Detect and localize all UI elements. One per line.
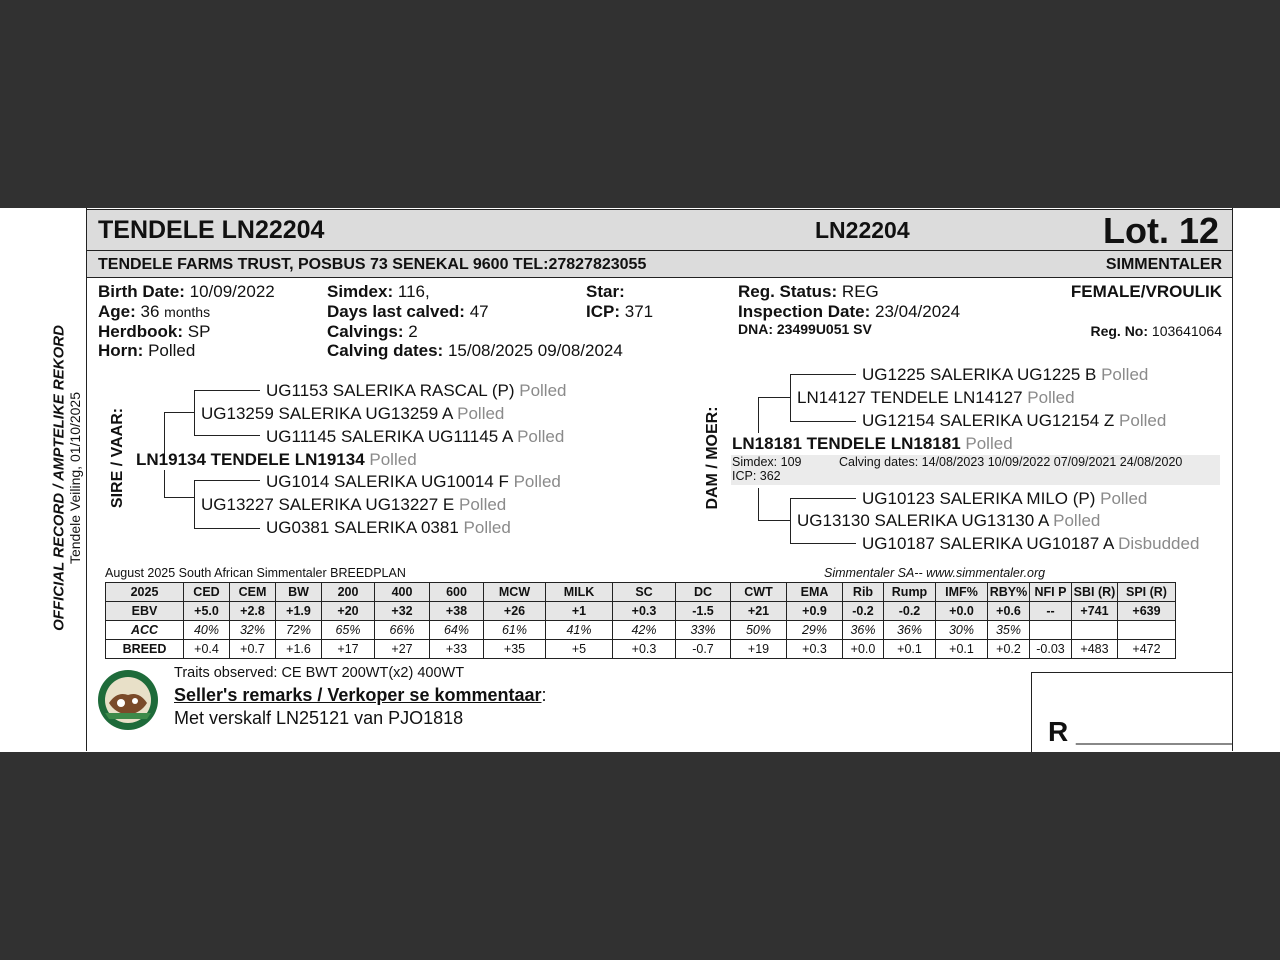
breed-average-row-cell: +1.6 <box>276 640 322 659</box>
ebv-row-cell: -- <box>1030 602 1072 621</box>
sire-sire: UG13259 SALERIKA UG13259 A Polled <box>201 404 505 423</box>
ebv-header-row-cell: RBY% <box>988 583 1030 602</box>
acc-row-cell: ACC <box>106 621 184 640</box>
breed-average-row-cell: +0.4 <box>184 640 230 659</box>
acc-row-cell: 33% <box>676 621 731 640</box>
ebv-header-row-cell: CEM <box>230 583 276 602</box>
sire-label: SIRE / VAAR: <box>109 407 126 509</box>
acc-row <box>106 621 1176 640</box>
sdd-line <box>194 528 260 529</box>
sire-dam: UG13227 SALERIKA UG13227 E Polled <box>201 495 507 514</box>
ebv-row-cell: +1 <box>546 602 613 621</box>
ebv-header-row-cell: MCW <box>484 583 546 602</box>
breed-average-row-cell: -0.7 <box>676 640 731 659</box>
breed-average-row-cell: +19 <box>731 640 787 659</box>
breed-average-row-cell: +483 <box>1072 640 1118 659</box>
ebv-row <box>106 602 1176 621</box>
ebv-row-cell: +1.9 <box>276 602 322 621</box>
ss-bracket <box>194 390 195 435</box>
acc-row-cell: 64% <box>430 621 484 640</box>
acc-row-cell: 29% <box>787 621 843 640</box>
calving-dates: Calving dates: 15/08/2025 09/08/2024 <box>327 341 623 360</box>
ebv-row-cell: +38 <box>430 602 484 621</box>
ebv-header-row-cell: IMF% <box>936 583 988 602</box>
dam-dam-sire: UG10123 SALERIKA MILO (P) Polled <box>862 489 1148 508</box>
sds-line <box>194 480 260 481</box>
ebv-row-cell: +0.9 <box>787 602 843 621</box>
acc-row-cell <box>1072 621 1118 640</box>
breed-average-row-cell: +0.0 <box>843 640 884 659</box>
dam-sire-sire: UG1225 SALERIKA UG1225 B Polled <box>862 365 1149 384</box>
breedplan-title: August 2025 South African Simmentaler BREEDPLAN <box>105 566 406 580</box>
acc-row-cell: 61% <box>484 621 546 640</box>
ebv-header-row-cell: MILK <box>546 583 613 602</box>
ebv-row-cell: +639 <box>1118 602 1176 621</box>
sire-bracket-lower <box>164 470 165 497</box>
sire-line-down <box>164 497 194 498</box>
star-label: Star: <box>586 282 625 301</box>
ebv-header-row-cell: NFI P <box>1030 583 1072 602</box>
icp: ICP: 371 <box>586 302 654 321</box>
ebv-row-cell: -0.2 <box>843 602 884 621</box>
sire-sire-sire: UG1153 SALERIKA RASCAL (P) Polled <box>266 381 567 400</box>
acc-row-cell: 30% <box>936 621 988 640</box>
dd-bracket <box>790 498 791 543</box>
sire-sire-dam: UG11145 SALERIKA UG11145 A Polled <box>266 427 565 446</box>
ebv-row-cell: +20 <box>322 602 375 621</box>
breed-average-row-cell: +35 <box>484 640 546 659</box>
ebv-header-row-cell: SBI (R) <box>1072 583 1118 602</box>
acc-row-cell: 72% <box>276 621 322 640</box>
acc-row-cell: 50% <box>731 621 787 640</box>
breed-average-row-cell: +5 <box>546 640 613 659</box>
simmentaler-logo <box>97 669 159 731</box>
animal-id: LN22204 <box>815 217 910 243</box>
acc-row-cell: 32% <box>230 621 276 640</box>
price-box-top <box>1031 672 1233 673</box>
dam-dam: UG13130 SALERIKA UG13130 A Polled <box>797 511 1101 530</box>
ebv-row-cell: +0.3 <box>613 602 676 621</box>
horn-status: Horn: Polled <box>98 341 196 360</box>
sire-dam-sire: UG1014 SALERIKA UG10014 F Polled <box>266 472 561 491</box>
dam-icp: ICP: 362 <box>732 469 781 483</box>
remarks-text: Met verskalf LN25121 van PJO1818 <box>174 708 464 728</box>
breed-average-row-cell: +17 <box>322 640 375 659</box>
simdex: Simdex: 116, <box>327 282 430 301</box>
breed-average-row-cell: +27 <box>375 640 430 659</box>
dsd-line <box>790 421 856 422</box>
acc-row-cell: 42% <box>613 621 676 640</box>
herdbook: Herdbook: SP <box>98 322 211 341</box>
dss-line <box>790 374 856 375</box>
ebv-header-row-cell: EMA <box>787 583 843 602</box>
price-box-left <box>1031 672 1032 752</box>
acc-row-cell: 36% <box>884 621 936 640</box>
ebv-row-cell: +0.0 <box>936 602 988 621</box>
ebv-header-row-cell: Rump <box>884 583 936 602</box>
breedplan-site: Simmentaler SA-- www.simmentaler.org <box>824 566 1046 580</box>
traits-observed: Traits observed: CE BWT 200WT(x2) 400WT <box>174 665 465 681</box>
dam-line-down <box>758 520 790 521</box>
acc-row-cell: 35% <box>988 621 1030 640</box>
acc-row-cell: 65% <box>322 621 375 640</box>
ebv-row-cell: EBV <box>106 602 184 621</box>
breed-average-row-cell: +0.1 <box>884 640 936 659</box>
ebv-header-row-cell: 400 <box>375 583 430 602</box>
owner-info: TENDELE FARMS TRUST, POSBUS 73 SENEKAL 9600 TEL:27827823055 <box>98 256 647 273</box>
days-last-calved: Days last calved: 47 <box>327 302 489 321</box>
breed-average-row-cell: +33 <box>430 640 484 659</box>
sire-dam-dam: UG0381 SALERIKA 0381 Polled <box>266 518 511 537</box>
ebv-row-cell: +741 <box>1072 602 1118 621</box>
ebv-row-cell: +5.0 <box>184 602 230 621</box>
acc-row-cell: 41% <box>546 621 613 640</box>
ebv-header-row-cell: SC <box>613 583 676 602</box>
breed-average-row <box>106 640 1176 659</box>
ebv-header-row-cell: SPI (R) <box>1118 583 1176 602</box>
ebv-row-cell: +2.8 <box>230 602 276 621</box>
breed-average-row-cell: +0.3 <box>613 640 676 659</box>
reg-number: Reg. No: 103641064 <box>1090 323 1222 339</box>
lot-number: Lot. 12 <box>1103 210 1220 251</box>
dam-bracket <box>758 397 759 433</box>
official-record-label: OFFICIAL RECORD / AMPTELIKE REKORD <box>50 325 68 631</box>
reg-status: Reg. Status: REG <box>738 282 879 301</box>
remarks-heading: Seller's remarks / Verkoper se kommentaar: <box>174 685 547 705</box>
dam-bracket-lower <box>758 488 759 520</box>
acc-row-cell: 40% <box>184 621 230 640</box>
acc-row-cell: 66% <box>375 621 430 640</box>
sire-line-up <box>164 412 194 413</box>
breed-average-row-cell: +472 <box>1118 640 1176 659</box>
dam-sire: LN14127 TENDELE LN14127 Polled <box>797 388 1075 407</box>
ebv-header-row-cell: Rib <box>843 583 884 602</box>
animal-name: TENDELE LN22204 <box>98 216 325 244</box>
sale-info: Tendele Veiling, 01/10/2025 <box>67 391 83 565</box>
inspection-date: Inspection Date: 23/04/2024 <box>738 302 961 321</box>
breed-average-row-cell: +0.3 <box>787 640 843 659</box>
ddd-line <box>790 543 856 544</box>
breed-average-row-cell: +0.7 <box>230 640 276 659</box>
breed-average-row-cell: -0.03 <box>1030 640 1072 659</box>
age: Age: 36 months <box>98 302 211 321</box>
dam-dam-dam: UG10187 SALERIKA UG10187 A Disbudded <box>862 534 1200 553</box>
dam: LN18181 TENDELE LN18181 Polled <box>732 434 1013 453</box>
dds-line <box>790 498 856 499</box>
dam-calving-dates: Calving dates: 14/08/2023 10/09/2022 07/09/2021 24/08/2020 <box>839 455 1183 469</box>
sss-line <box>194 390 260 391</box>
acc-row-cell <box>1118 621 1176 640</box>
ebv-row-cell: -1.5 <box>676 602 731 621</box>
dam-simdex: Simdex: 109 <box>732 455 802 469</box>
breed-average-row-cell: BREED <box>106 640 184 659</box>
dna-code: DNA: 23499U051 SV <box>738 321 872 337</box>
dam-label: DAM / MOER: <box>704 406 721 510</box>
ebv-header-row-cell: 600 <box>430 583 484 602</box>
acc-row-cell <box>1030 621 1072 640</box>
ds-bracket <box>790 374 791 421</box>
ebv-header-row-cell: CED <box>184 583 230 602</box>
sire: LN19134 TENDELE LN19134 Polled <box>136 450 417 469</box>
breed-average-row-cell: +0.2 <box>988 640 1030 659</box>
ebv-row-cell: +32 <box>375 602 430 621</box>
dam-sire-dam: UG12154 SALERIKA UG12154 Z Polled <box>862 411 1167 430</box>
ebv-header-row-cell: DC <box>676 583 731 602</box>
sex: FEMALE/VROULIK <box>1070 282 1222 301</box>
ssd-line <box>194 435 260 436</box>
breed-average-row-cell: +0.1 <box>936 640 988 659</box>
sd-bracket <box>194 480 195 528</box>
ebv-header-row-cell: 200 <box>322 583 375 602</box>
ebv-header-row-cell: 2025 <box>106 583 184 602</box>
ebv-row-cell: +26 <box>484 602 546 621</box>
price-field[interactable]: R __________ <box>1048 716 1232 747</box>
breed-name: SIMMENTALER <box>1105 256 1222 273</box>
ebv-table <box>105 582 1176 659</box>
ebv-header-row-cell: BW <box>276 583 322 602</box>
ebv-row-cell: +0.6 <box>988 602 1030 621</box>
acc-row-cell: 36% <box>843 621 884 640</box>
ebv-row-cell: -0.2 <box>884 602 936 621</box>
birth-date: Birth Date: 10/09/2022 <box>98 282 275 301</box>
ebv-row-cell: +21 <box>731 602 787 621</box>
ebv-header-row-cell: CWT <box>731 583 787 602</box>
dam-line-up <box>758 397 790 398</box>
ebv-header-row <box>106 583 1176 602</box>
calvings: Calvings: 2 <box>327 322 418 341</box>
